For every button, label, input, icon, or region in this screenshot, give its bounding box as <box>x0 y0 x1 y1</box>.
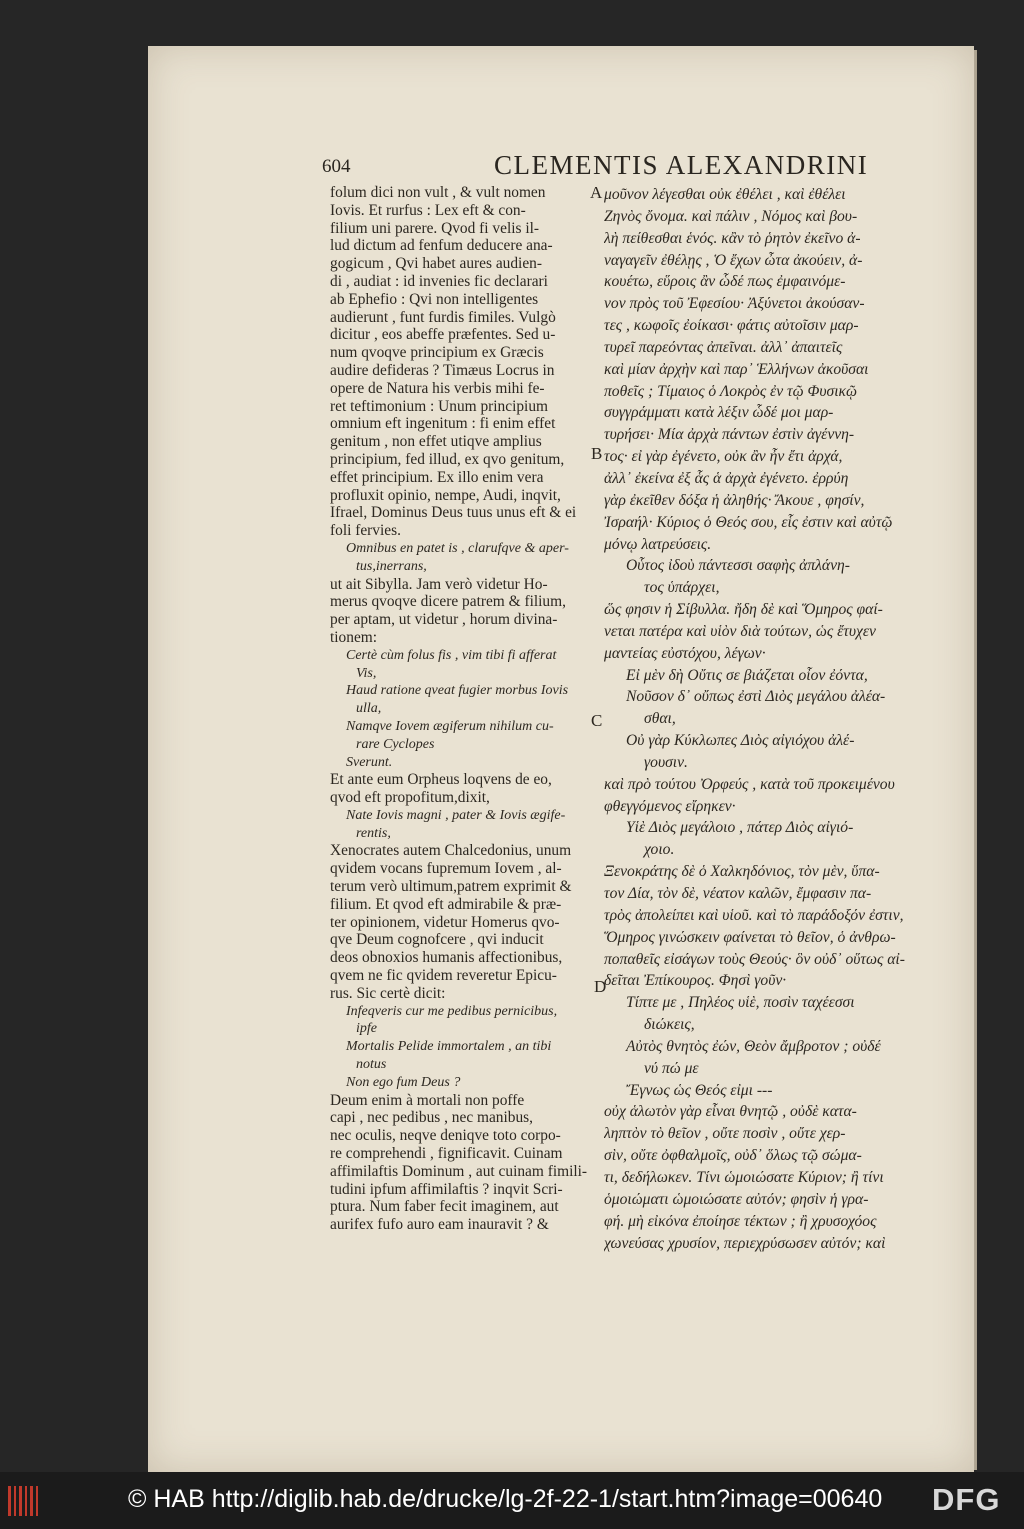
text-line: re comprehendi , fignificavit. Cuinam <box>330 1145 563 1163</box>
text-line: Οὗτος ἰδοὺ πάντεσσι σαφὴς ἀπλάνη- <box>626 557 850 575</box>
text-line: ret teftimonium : Unum principium <box>330 397 549 415</box>
text-line: μόνῳ λατρεύσεις. <box>604 535 712 553</box>
text-line: ναγαγεῖν ἐθέλῃς , Ὁ ἔχων ὦτα ἀκούειν, ἀ- <box>604 251 863 269</box>
text-line: ter opinionem, videtur Homerus qvo- <box>330 913 560 931</box>
text-line: μαντείας εὐστόχου, λέγων· <box>604 644 766 662</box>
text-line: Ἔγνως ὡς Θεός εἰμι --- <box>626 1081 773 1099</box>
page-number: 604 <box>322 156 351 177</box>
text-line: Xenocrates autem Chalcedonius, unum <box>330 842 572 860</box>
text-line: ptura. Num faber fecit imaginem, aut <box>330 1198 559 1216</box>
text-line: capi , nec pedibus , nec manibus, <box>330 1109 534 1127</box>
text-line: nec oculis, neqve deniqve toto corpo- <box>330 1127 561 1145</box>
text-line: filium. Et qvod eft admirabile & præ- <box>330 895 562 913</box>
text-line: tudini ipfum affimilaftis ? inqvit Scri- <box>330 1180 563 1198</box>
text-line: οὐχ ἁλωτὸν γὰρ εἶναι θνητῷ , οὐδὲ κατα- <box>604 1103 857 1121</box>
text-line: τυρήσει· Μία ἀρχὰ πάντων ἐστὶν ἀγέννη- <box>604 426 855 444</box>
text-line: ληπτὸν τὸ θεῖον , οὔτε ποσὶν , οὔτε χερ- <box>604 1125 846 1143</box>
text-line: Νοῦσον δ᾽ οὔπως ἐστὶ Διὸς μεγάλου ἀλέα- <box>626 688 886 706</box>
text-line: γὰρ ἐκεῖθεν δόξα ἡ ἀληθής· Ἄκουε , φησίν, <box>604 491 865 509</box>
text-line: audire defideras ? Timæus Locrus in <box>330 361 555 379</box>
text-line: φή. μὴ εἰκόνα ἐποίησε τέκτων ; ἢ χρυσοχόος <box>604 1212 877 1230</box>
text-line: χοιο. <box>644 841 675 859</box>
text-line: deos obnoxios humanis affectionibus, <box>330 949 563 967</box>
text-line: ipfe <box>356 1021 377 1037</box>
text-line: effet principium. Ex illo enim vera <box>330 468 544 486</box>
text-line: lud dictum ad fenfum deducere ana- <box>330 237 553 255</box>
text-line: σθαι, <box>644 710 676 728</box>
text-line: τι, δεδήλωκεν. Τίνι ὡμοιώσατε Κύριον; ἢ τίνι <box>604 1168 884 1186</box>
text-line: Sverunt. <box>346 754 393 770</box>
text-line: filium uni parere. Qvod fi velis il- <box>330 219 540 237</box>
text-line: qvod eft propofitum,dixit, <box>330 789 490 807</box>
source-url[interactable]: © HAB http://diglib.hab.de/drucke/lg-2f-22-1/start.htm?image=00640 <box>128 1485 883 1513</box>
text-line: νύ πώ με <box>644 1059 699 1077</box>
text-line: ab Ephefio : Qvi non intelligentes <box>330 290 539 308</box>
text-line: τες , κωφοῖς ἐοίκασι· φάτις αὐτοῖσιν μαρ- <box>604 317 859 335</box>
text-line: omnium eft ingenitum : fi enim effet <box>330 415 556 433</box>
text-line: Οὐ γὰρ Κύκλωπες Διὸς αἰγιόχου ἀλέ- <box>626 732 855 750</box>
text-line: notus <box>356 1057 387 1073</box>
text-line: qve Deum cognofcere , qvi inducit <box>330 931 544 949</box>
text-line: Infeqveris cur me pedibus pernicibus, <box>346 1003 558 1019</box>
text-line: rare Cyclopes <box>356 736 435 752</box>
greek-column <box>604 184 944 1254</box>
text-line: μοῦνον λέγεσθαι οὐκ ἐθέλει , καὶ ἐθέλει <box>604 186 846 203</box>
text-line: Certè cùm folus fis , vim tibi fi afferat <box>346 647 557 663</box>
text-line: ποθεῖς ; Τίμαιος ὁ Λοκρὸς ἐν τῷ Φυσικῷ <box>604 382 858 400</box>
text-line: di , audiat : id invenies fic declarari <box>330 272 548 290</box>
text-line: foli fervies. <box>330 522 401 540</box>
hab-barcode-logo-icon <box>8 1486 40 1516</box>
text-line: Et ante eum Orpheus loqvens de eo, <box>330 771 552 789</box>
text-line: opere de Natura his verbis mihi fe- <box>330 379 545 397</box>
text-line: rus. Sic certè dicit: <box>330 984 446 1002</box>
text-line: φθεγγόμενος εἴρηκεν· <box>604 797 736 815</box>
text-line: συγγράμματι κατὰ λέξιν ὧδέ μοι μαρ- <box>604 404 834 422</box>
text-line: Mortalis Pelide immortalem , an tibi <box>346 1039 552 1055</box>
text-line: Τίπτε με , Πηλέος υἱὲ, ποσὶν ταχέεσσι <box>626 994 855 1012</box>
text-line: gogicum , Qvi habet aures audien- <box>330 255 542 273</box>
text-line: καὶ πρὸ τούτου Ὀρφεύς , κατὰ τοῦ προκειμένου <box>604 775 895 793</box>
text-line: Ὅμηρος γινώσκειν φαίνεται τὸ θεῖον, ὁ ἀνθρω- <box>604 928 896 946</box>
text-line: principium, fed illud, ex qvo genitum, <box>330 450 565 468</box>
text-line: ulla, <box>356 701 382 717</box>
text-line: genitum , non effet utiqve amplius <box>330 433 542 451</box>
text-line: ἀλλ᾽ ἐκείνα ἐξ ἇς ἁ ἀρχὰ ἐγένετο. ἐρρύη <box>604 469 849 487</box>
text-line: Vis, <box>356 665 377 681</box>
running-title: CLEMENTIS ALEXANDRINI <box>494 150 869 180</box>
text-line: Ifrael, Dominus Deus tuus unus eft & ei <box>330 504 577 522</box>
text-line: folum dici non vult , & vult nomen <box>330 184 546 201</box>
text-line: tus,inerrans, <box>356 558 427 574</box>
text-line: νεται πατέρα καὶ υἱὸν διὰ τούτων, ὡς ἔτυχεν <box>604 622 876 640</box>
text-line: Non ego fum Deus ? <box>346 1074 461 1090</box>
margin-letter-d: D <box>594 977 607 996</box>
text-line: rentis, <box>356 825 391 841</box>
text-line: profluxit opinio, nempe, Audi, inqvit, <box>330 486 561 504</box>
text-line: qvem ne fic qvidem reveretur Epicu- <box>330 967 557 985</box>
text-line: Ζηνὸς ὄνομα. καὶ πάλιν , Νόμος καὶ βου- <box>604 207 858 225</box>
text-line: σὶν, οὔτε ὀφθαλμοῖς, οὐδ᾽ ὅλως τῷ σώμα- <box>604 1147 862 1165</box>
text-line: ποπαθεῖς εἰσάγων τοὺς Θεούς· ὃν οὐδ᾽ οὕτως αἰ- <box>604 950 905 968</box>
text-line: διώκεις, <box>644 1016 695 1034</box>
text-line: Ξενοκράτης δὲ ὁ Χαλκηδόνιος, τὸν μὲν, ὕπα- <box>604 863 880 881</box>
text-line: Namqve Iovem ægiferum nihilum cu- <box>346 718 554 734</box>
text-line: dicitur , eos abeffe præfentes. Sed u- <box>330 326 556 344</box>
text-line: audierunt , funt furdis fimiles. Vulgò <box>330 308 556 326</box>
text-line: τον Δία, τὸν δὲ, νέατον καλῶν, ἔμφασιν πα- <box>604 885 872 902</box>
text-line: affimilaftis Dominum , aut cuinam fimili- <box>330 1162 588 1180</box>
margin-letter-a: A <box>590 183 603 202</box>
text-line: Εἰ μὲν δὴ Οὔτις σε βιάζεται οἶον ἐόντα, <box>626 666 868 684</box>
text-line: Omnibus en patet is , clarufqve & aper- <box>346 540 569 556</box>
text-line: qvidem vocans fupremum Iovem , al- <box>330 860 562 878</box>
text-line: Nate Iovis magni , pater & Iovis ægife- <box>346 807 566 823</box>
text-line: ut ait Sibylla. Jam verò videtur Ho- <box>330 575 548 593</box>
text-line: τρὸς ἀπολείπει καὶ υἱοῦ. καὶ τὸ παράδοξόν ἐστιν, <box>604 906 904 924</box>
text-line: ὥς φησιν ἡ Σίβυλλα. ἤδη δὲ καὶ Ὅμηρος φαί- <box>604 601 883 619</box>
text-line: per aptam, ut videtur , horum divina- <box>330 611 558 629</box>
text-line: γουσιν. <box>644 753 688 771</box>
text-line: Ἰσραήλ· Κύριος ὁ Θεός σου, εἷς ἐστιν καὶ αὐτῷ <box>604 513 893 531</box>
text-line: ὁμοιώματι ὡμοιώσατε αὐτόν; φησὶν ἡ γρα- <box>604 1190 869 1208</box>
text-line: num qvoqve principium ex Græcis <box>330 344 544 362</box>
text-line: Αὐτὸς θνητὸς ἐών, Θεὸν ἄμβροτον ; οὐδέ <box>626 1037 881 1055</box>
text-line: terum verò ultimum,patrem exprimit & <box>330 878 572 896</box>
text-line: καὶ μίαν ἀρχὴν καὶ παρ᾽ Ἑλλήνων ἀκοῦσαι <box>604 360 869 378</box>
text-line: τυρεῖ παρεόντας ἀπεῖναι. ἀλλ᾽ ἀπαιτεῖς <box>604 338 843 356</box>
text-line: Haud ratione qveat fugier morbus Iovis <box>346 683 569 699</box>
margin-letter-c: C <box>591 711 603 730</box>
text-line: Iovis. Et rurfus : Lex eft & con- <box>330 201 526 219</box>
text-line: Deum enim à mortali non poffe <box>330 1091 525 1109</box>
text-line: merus qvoqve dicere patrem & filium, <box>330 593 566 611</box>
text-line: Υἱὲ Διὸς μεγάλοιο , πάτερ Διὸς αἰγιό- <box>626 819 854 837</box>
text-line: τος· εἰ γὰρ ἐγένετο, οὐκ ἂν ἦν ἔτι ἀρχά, <box>604 448 843 466</box>
text-line: χωνεύσας χρυσίον, περιεχρύσωσεν αὐτόν; καὶ <box>604 1234 886 1252</box>
dfg-logo: DFG <box>932 1482 1001 1517</box>
text-line: τος ὑπάρχει, <box>644 579 720 597</box>
text-line: δεῖται Ἐπίκουρος. Φησὶ γοῦν· <box>604 972 787 990</box>
text-line: κουέτω, εὕροις ἂν ὧδέ πως ἐμφαινόμε- <box>604 273 846 291</box>
margin-letter-b: B <box>591 444 603 463</box>
latin-column <box>330 184 592 1234</box>
text-line: νον πρὸς τοῦ Ἐφεσίου· Ἀξύνετοι ἀκούσαν- <box>604 295 865 313</box>
text-line: aurifex fufo auro eam inauravit ? & <box>330 1216 549 1234</box>
viewer-footer <box>0 1472 1024 1529</box>
text-line: tionem: <box>330 628 378 646</box>
text-line: λὴ πείθεσθαι ἑνός. κἂν τὸ ῥητὸν ἐκεῖνο ἀ- <box>604 229 861 247</box>
